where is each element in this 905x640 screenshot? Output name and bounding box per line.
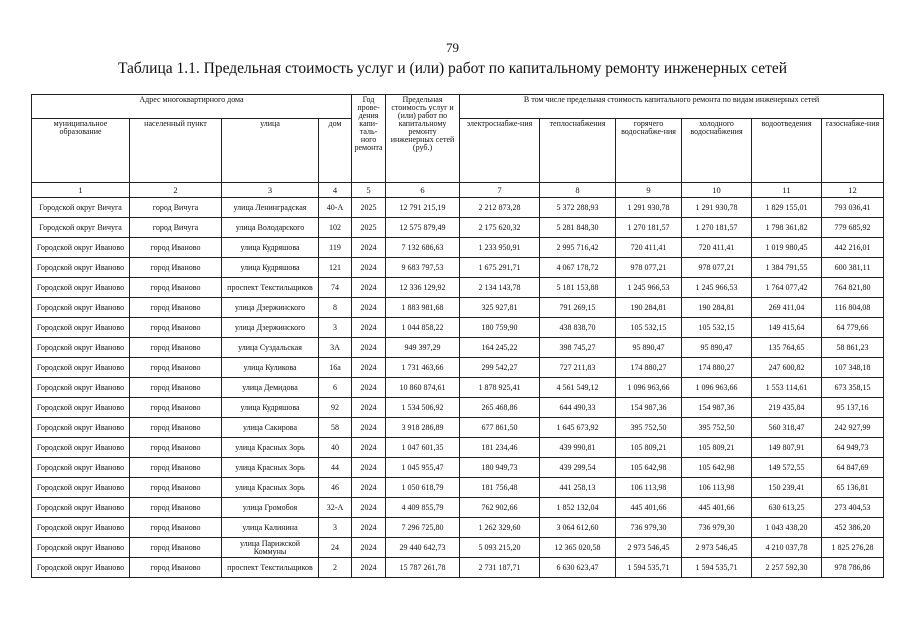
- column-number: 3: [222, 183, 319, 198]
- column-number: 8: [540, 183, 616, 198]
- header-heating: теплоснабжения: [540, 119, 616, 183]
- cell-municipality: Городской округ Иваново: [32, 278, 130, 298]
- table-row: [32, 338, 884, 358]
- cell-electricity: 325 927,81: [460, 298, 540, 318]
- cell-gas: 764 821,80: [822, 278, 884, 298]
- cell-hot-water: 720 411,41: [616, 238, 682, 258]
- cell-street: улица Парижской Коммуны: [222, 538, 319, 558]
- cell-settlement: город Иваново: [130, 458, 222, 478]
- cell-gas: 1 825 276,28: [822, 538, 884, 558]
- cell-municipality: Городской округ Иваново: [32, 318, 130, 338]
- cell-drainage: 247 600,82: [752, 358, 822, 378]
- cell-gas: 273 404,53: [822, 498, 884, 518]
- cell-cold-water: 154 987,36: [682, 398, 752, 418]
- cell-hot-water: 105 809,21: [616, 438, 682, 458]
- cell-hot-water: 395 752,50: [616, 418, 682, 438]
- cell-year: 2025: [352, 198, 386, 218]
- cell-street: улица Красных Зорь: [222, 438, 319, 458]
- cell-house: 40-А: [319, 198, 352, 218]
- cell-house: 6: [319, 378, 352, 398]
- cell-settlement: город Иваново: [130, 538, 222, 558]
- cell-gas: 116 804,08: [822, 298, 884, 318]
- cell-electricity: 2 175 620,32: [460, 218, 540, 238]
- cell-year: 2024: [352, 458, 386, 478]
- cell-gas: 779 685,92: [822, 218, 884, 238]
- cell-municipality: Городской округ Иваново: [32, 358, 130, 378]
- header-electricity: электроснабже-ния: [460, 119, 540, 183]
- cell-electricity: 181 234,46: [460, 438, 540, 458]
- table-row: [32, 478, 884, 498]
- cell-heating: 727 211,83: [540, 358, 616, 378]
- cell-house: 40: [319, 438, 352, 458]
- cell-street: улица Ленинградская: [222, 198, 319, 218]
- cell-hot-water: 105 642,98: [616, 458, 682, 478]
- cell-limit-cost: 1 050 618,79: [386, 478, 460, 498]
- cell-settlement: город Вичуга: [130, 218, 222, 238]
- table-row: [32, 318, 884, 338]
- cell-year: 2025: [352, 218, 386, 238]
- cell-electricity: 164 245,22: [460, 338, 540, 358]
- cell-gas: 58 861,23: [822, 338, 884, 358]
- cell-electricity: 2 731 187,71: [460, 558, 540, 578]
- cell-gas: 107 348,18: [822, 358, 884, 378]
- cell-cold-water: 105 642,98: [682, 458, 752, 478]
- header-limit-cost: Предельная стоимость услуг и (или) работ по капитальному ремонту инженерных сетей (руб.): [386, 95, 460, 183]
- cell-year: 2024: [352, 558, 386, 578]
- cell-heating: 438 838,70: [540, 318, 616, 338]
- column-number-row: [32, 183, 884, 198]
- header-street: улица: [222, 119, 319, 183]
- cell-gas: 64 847,69: [822, 458, 884, 478]
- cell-electricity: 180 949,73: [460, 458, 540, 478]
- cell-municipality: Городской округ Иваново: [32, 498, 130, 518]
- cell-drainage: 1 043 438,20: [752, 518, 822, 538]
- column-number: 7: [460, 183, 540, 198]
- cell-heating: 398 745,27: [540, 338, 616, 358]
- cell-cold-water: 190 284,81: [682, 298, 752, 318]
- cell-electricity: 5 093 215,20: [460, 538, 540, 558]
- cell-settlement: город Иваново: [130, 238, 222, 258]
- header-municipality: муниципальное образование: [32, 119, 130, 183]
- cell-municipality: Городской округ Вичуга: [32, 198, 130, 218]
- cell-drainage: 1 553 114,61: [752, 378, 822, 398]
- table-row: [32, 198, 884, 218]
- table-row: [32, 398, 884, 418]
- page-number: 79: [446, 40, 459, 55]
- cell-street: улица Володарского: [222, 218, 319, 238]
- cell-drainage: 149 415,64: [752, 318, 822, 338]
- cell-limit-cost: 1 731 463,66: [386, 358, 460, 378]
- header-address-group: Адрес многоквартирного дома: [32, 95, 352, 119]
- cell-street: улица Куликова: [222, 358, 319, 378]
- cell-drainage: 4 210 037,78: [752, 538, 822, 558]
- cell-gas: 452 386,20: [822, 518, 884, 538]
- cell-house: 32-А: [319, 498, 352, 518]
- cell-hot-water: 105 532,15: [616, 318, 682, 338]
- cell-electricity: 762 902,66: [460, 498, 540, 518]
- cell-gas: 673 358,15: [822, 378, 884, 398]
- cell-hot-water: 154 987,36: [616, 398, 682, 418]
- cell-limit-cost: 9 683 797,53: [386, 258, 460, 278]
- cell-limit-cost: 15 787 261,78: [386, 558, 460, 578]
- cell-house: 3А: [319, 338, 352, 358]
- cell-hot-water: 1 270 181,57: [616, 218, 682, 238]
- cell-electricity: 1 233 950,91: [460, 238, 540, 258]
- column-number: 10: [682, 183, 752, 198]
- cell-street: улица Кудряшова: [222, 398, 319, 418]
- table-row: [32, 438, 884, 458]
- cell-electricity: 181 756,48: [460, 478, 540, 498]
- cell-street: улица Дзержинского: [222, 318, 319, 338]
- cell-year: 2024: [352, 298, 386, 318]
- cell-electricity: 265 468,86: [460, 398, 540, 418]
- cell-house: 44: [319, 458, 352, 478]
- cell-heating: 5 181 153,88: [540, 278, 616, 298]
- column-number: 11: [752, 183, 822, 198]
- cell-gas: 978 786,86: [822, 558, 884, 578]
- cell-electricity: 2 134 143,78: [460, 278, 540, 298]
- cell-settlement: город Иваново: [130, 258, 222, 278]
- cell-municipality: Городской округ Иваново: [32, 398, 130, 418]
- cell-year: 2024: [352, 518, 386, 538]
- cell-drainage: 1 764 077,42: [752, 278, 822, 298]
- cell-municipality: Городской округ Иваново: [32, 338, 130, 358]
- cell-street: улица Сакирова: [222, 418, 319, 438]
- cell-street: улица Суздальская: [222, 338, 319, 358]
- cell-drainage: 219 435,84: [752, 398, 822, 418]
- cell-house: 8: [319, 298, 352, 318]
- cell-gas: 442 216,01: [822, 238, 884, 258]
- cell-street: улица Красных Зорь: [222, 478, 319, 498]
- cell-settlement: город Иваново: [130, 478, 222, 498]
- cell-cold-water: 1 594 535,71: [682, 558, 752, 578]
- cell-cold-water: 1 096 963,66: [682, 378, 752, 398]
- cell-cold-water: 2 973 546,45: [682, 538, 752, 558]
- cell-year: 2024: [352, 398, 386, 418]
- cell-heating: 5 372 288,93: [540, 198, 616, 218]
- table-row: [32, 258, 884, 278]
- header-types-group: В том числе предельная стоимость капитального ремонта по видам инженерных сетей: [460, 95, 884, 119]
- cell-cold-water: 736 979,30: [682, 518, 752, 538]
- cell-gas: 64 949,73: [822, 438, 884, 458]
- cell-street: проспект Текстильщиков: [222, 558, 319, 578]
- cell-municipality: Городской округ Иваново: [32, 298, 130, 318]
- cell-heating: 441 258,13: [540, 478, 616, 498]
- cell-street: улица Кудряшова: [222, 258, 319, 278]
- cell-settlement: город Иваново: [130, 298, 222, 318]
- cell-heating: 5 281 848,30: [540, 218, 616, 238]
- cell-hot-water: 978 077,21: [616, 258, 682, 278]
- table-row: [32, 358, 884, 378]
- cell-gas: 65 136,81: [822, 478, 884, 498]
- cell-municipality: Городской округ Вичуга: [32, 218, 130, 238]
- cell-limit-cost: 29 440 642,73: [386, 538, 460, 558]
- page-title: Таблица 1.1. Предельная стоимость услуг и (или) работ по капитальному ремонту инженерных сетей: [117, 60, 788, 77]
- cell-gas: 600 381,11: [822, 258, 884, 278]
- cell-limit-cost: 7 296 725,80: [386, 518, 460, 538]
- cell-cold-water: 395 752,50: [682, 418, 752, 438]
- header-settlement: населенный пункт: [130, 119, 222, 183]
- cell-hot-water: 736 979,30: [616, 518, 682, 538]
- cell-house: 92: [319, 398, 352, 418]
- cell-hot-water: 190 284,81: [616, 298, 682, 318]
- cell-cold-water: 978 077,21: [682, 258, 752, 278]
- cell-settlement: город Иваново: [130, 338, 222, 358]
- cell-municipality: Городской округ Иваново: [32, 438, 130, 458]
- header-year: Год прове-дения капи-таль-ного ремонта: [352, 95, 386, 183]
- cell-street: проспект Текстильщиков: [222, 278, 319, 298]
- cell-heating: 4 067 178,72: [540, 258, 616, 278]
- cell-house: 3: [319, 318, 352, 338]
- column-number: 9: [616, 183, 682, 198]
- cell-limit-cost: 949 397,29: [386, 338, 460, 358]
- cell-cold-water: 106 113,98: [682, 478, 752, 498]
- cell-drainage: 1 798 361,82: [752, 218, 822, 238]
- table-row: [32, 298, 884, 318]
- cell-heating: 3 064 612,60: [540, 518, 616, 538]
- cell-street: улица Дзержинского: [222, 298, 319, 318]
- header-cold-water: холодного водоснабжения: [682, 119, 752, 183]
- column-number: 12: [822, 183, 884, 198]
- cell-year: 2024: [352, 338, 386, 358]
- cell-street: улица Кудряшова: [222, 238, 319, 258]
- cell-municipality: Городской округ Иваново: [32, 418, 130, 438]
- cell-year: 2024: [352, 538, 386, 558]
- cell-municipality: Городской округ Иваново: [32, 458, 130, 478]
- cell-limit-cost: 1 534 506,92: [386, 398, 460, 418]
- cell-year: 2024: [352, 378, 386, 398]
- cell-house: 16а: [319, 358, 352, 378]
- cell-electricity: 299 542,27: [460, 358, 540, 378]
- cell-drainage: 1 829 155,01: [752, 198, 822, 218]
- cell-house: 2: [319, 558, 352, 578]
- cell-drainage: 560 318,47: [752, 418, 822, 438]
- cell-heating: 6 630 623,47: [540, 558, 616, 578]
- column-number: 6: [386, 183, 460, 198]
- column-number: 2: [130, 183, 222, 198]
- cell-year: 2024: [352, 238, 386, 258]
- cell-municipality: Городской округ Иваново: [32, 558, 130, 578]
- cell-settlement: город Иваново: [130, 438, 222, 458]
- cell-house: 46: [319, 478, 352, 498]
- cell-limit-cost: 4 409 855,79: [386, 498, 460, 518]
- cell-cold-water: 1 270 181,57: [682, 218, 752, 238]
- table-row: [32, 518, 884, 538]
- cell-drainage: 149 572,55: [752, 458, 822, 478]
- cell-drainage: 630 613,25: [752, 498, 822, 518]
- cell-limit-cost: 1 883 981,68: [386, 298, 460, 318]
- cell-heating: 1 852 132,04: [540, 498, 616, 518]
- cell-house: 74: [319, 278, 352, 298]
- cell-hot-water: 174 880,27: [616, 358, 682, 378]
- header-drainage: водоотведения: [752, 119, 822, 183]
- cell-hot-water: 106 113,98: [616, 478, 682, 498]
- table-row: [32, 538, 884, 558]
- cell-cold-water: 720 411,41: [682, 238, 752, 258]
- cell-drainage: 2 257 592,30: [752, 558, 822, 578]
- cell-drainage: 135 764,65: [752, 338, 822, 358]
- cell-year: 2024: [352, 498, 386, 518]
- cell-drainage: 149 807,91: [752, 438, 822, 458]
- cell-hot-water: 1 291 930,78: [616, 198, 682, 218]
- header-hot-water: горячего водоснабже-ния: [616, 119, 682, 183]
- cell-electricity: 1 675 291,71: [460, 258, 540, 278]
- cell-hot-water: 1 245 966,53: [616, 278, 682, 298]
- cell-settlement: город Иваново: [130, 558, 222, 578]
- cell-cold-water: 1 291 930,78: [682, 198, 752, 218]
- cell-gas: 793 036,41: [822, 198, 884, 218]
- cell-limit-cost: 1 047 601,35: [386, 438, 460, 458]
- cell-street: улица Калинина: [222, 518, 319, 538]
- cell-house: 121: [319, 258, 352, 278]
- cell-settlement: город Иваново: [130, 518, 222, 538]
- cell-settlement: город Иваново: [130, 358, 222, 378]
- cell-cold-water: 1 245 966,53: [682, 278, 752, 298]
- header-gas: газоснабже-ния: [822, 119, 884, 183]
- table-row: [32, 558, 884, 578]
- table-row: [32, 418, 884, 438]
- column-number: 5: [352, 183, 386, 198]
- table-row: [32, 278, 884, 298]
- cell-municipality: Городской округ Иваново: [32, 238, 130, 258]
- table-row: [32, 458, 884, 478]
- cell-electricity: 677 861,50: [460, 418, 540, 438]
- cell-limit-cost: 3 918 286,89: [386, 418, 460, 438]
- cell-house: 102: [319, 218, 352, 238]
- cell-heating: 12 365 020,58: [540, 538, 616, 558]
- table-row: [32, 498, 884, 518]
- cell-limit-cost: 7 132 686,63: [386, 238, 460, 258]
- cell-settlement: город Иваново: [130, 318, 222, 338]
- cell-house: 58: [319, 418, 352, 438]
- cell-municipality: Городской округ Иваново: [32, 538, 130, 558]
- cell-heating: 439 990,81: [540, 438, 616, 458]
- cell-settlement: город Иваново: [130, 278, 222, 298]
- cell-street: улица Демидова: [222, 378, 319, 398]
- cell-electricity: 180 759,90: [460, 318, 540, 338]
- cell-limit-cost: 12 791 215,19: [386, 198, 460, 218]
- cell-settlement: город Иваново: [130, 418, 222, 438]
- cell-limit-cost: 12 336 129,92: [386, 278, 460, 298]
- cell-drainage: 150 239,41: [752, 478, 822, 498]
- header-row-groups: [32, 95, 884, 119]
- cell-settlement: город Иваново: [130, 498, 222, 518]
- cell-heating: 791 269,15: [540, 298, 616, 318]
- table-row: [32, 378, 884, 398]
- cell-heating: 1 645 673,92: [540, 418, 616, 438]
- cell-year: 2024: [352, 438, 386, 458]
- cell-limit-cost: 1 045 955,47: [386, 458, 460, 478]
- cell-year: 2024: [352, 358, 386, 378]
- cost-table: [31, 94, 884, 578]
- cell-year: 2024: [352, 258, 386, 278]
- cell-limit-cost: 10 860 874,61: [386, 378, 460, 398]
- header-house: дом: [319, 119, 352, 183]
- cell-municipality: Городской округ Иваново: [32, 378, 130, 398]
- cell-street: улица Красных Зорь: [222, 458, 319, 478]
- cell-hot-water: 95 890,47: [616, 338, 682, 358]
- cell-street: улица Громобоя: [222, 498, 319, 518]
- cell-heating: 2 995 716,42: [540, 238, 616, 258]
- cell-hot-water: 445 401,66: [616, 498, 682, 518]
- cell-house: 24: [319, 538, 352, 558]
- cell-electricity: 1 878 925,41: [460, 378, 540, 398]
- cell-year: 2024: [352, 318, 386, 338]
- cell-year: 2024: [352, 478, 386, 498]
- cell-gas: 64 779,66: [822, 318, 884, 338]
- cell-cold-water: 105 532,15: [682, 318, 752, 338]
- column-number: 4: [319, 183, 352, 198]
- cell-settlement: город Вичуга: [130, 198, 222, 218]
- cell-drainage: 1 019 980,45: [752, 238, 822, 258]
- cell-drainage: 269 411,04: [752, 298, 822, 318]
- cell-gas: 242 927,99: [822, 418, 884, 438]
- cell-limit-cost: 1 044 858,22: [386, 318, 460, 338]
- cell-electricity: 1 262 329,60: [460, 518, 540, 538]
- table-row: [32, 218, 884, 238]
- cell-year: 2024: [352, 278, 386, 298]
- cell-house: 119: [319, 238, 352, 258]
- cell-settlement: город Иваново: [130, 398, 222, 418]
- cell-cold-water: 95 890,47: [682, 338, 752, 358]
- cell-cold-water: 174 880,27: [682, 358, 752, 378]
- cell-hot-water: 2 973 546,45: [616, 538, 682, 558]
- column-number: 1: [32, 183, 130, 198]
- cell-heating: 4 561 549,12: [540, 378, 616, 398]
- cell-municipality: Городской округ Иваново: [32, 258, 130, 278]
- cell-municipality: Городской округ Иваново: [32, 518, 130, 538]
- cell-cold-water: 105 809,21: [682, 438, 752, 458]
- cell-heating: 644 490,33: [540, 398, 616, 418]
- cell-hot-water: 1 096 963,66: [616, 378, 682, 398]
- cell-house: 3: [319, 518, 352, 538]
- cell-hot-water: 1 594 535,71: [616, 558, 682, 578]
- cell-limit-cost: 12 575 879,49: [386, 218, 460, 238]
- cell-municipality: Городской округ Иваново: [32, 478, 130, 498]
- cell-gas: 95 137,16: [822, 398, 884, 418]
- cell-settlement: город Иваново: [130, 378, 222, 398]
- table-row: [32, 238, 884, 258]
- cell-year: 2024: [352, 418, 386, 438]
- cell-cold-water: 445 401,66: [682, 498, 752, 518]
- cell-heating: 439 299,54: [540, 458, 616, 478]
- cell-electricity: 2 212 873,28: [460, 198, 540, 218]
- cell-drainage: 1 384 791,55: [752, 258, 822, 278]
